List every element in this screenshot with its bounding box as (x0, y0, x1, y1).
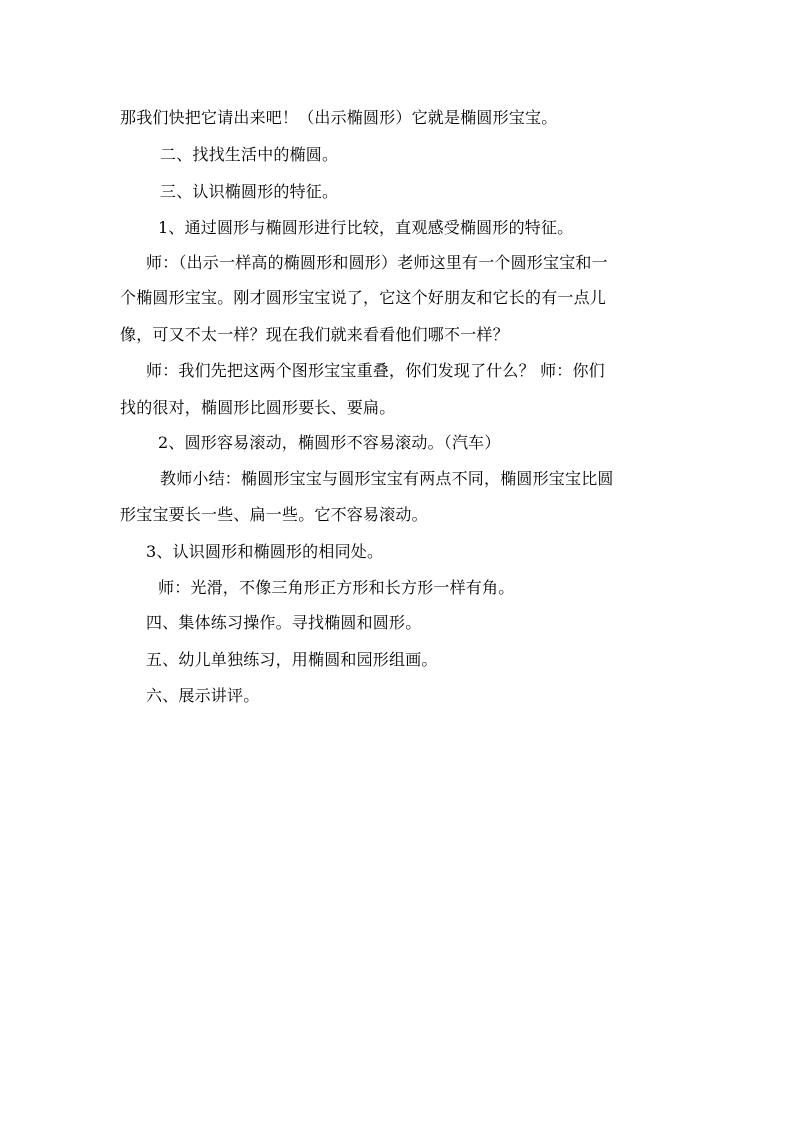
heading-section-5: 五、幼儿单独练习，用椭圆和园形组画。 (146, 650, 438, 669)
text-line-5: 师：（出示一样高的椭圆形和圆形）老师这里有一个圆形宝宝和一 (146, 253, 608, 272)
text-line-7: 像，可又不太一样？现在我们就来看看他们哪不一样？ (120, 325, 509, 344)
heading-section-6: 六、展示讲评。 (146, 686, 260, 705)
heading-section-3: 三、认识椭圆形的特征。 (160, 182, 339, 201)
text-line-10: 2、圆形容易滚动，椭圆形不容易滚动。（汽车） (158, 433, 501, 452)
text-line-14: 师：光滑，不像三角形正方形和长方形一样有角。 (158, 578, 515, 597)
text-line-13: 3、认识圆形和椭圆形的相同处。 (146, 542, 384, 561)
text-line-4: 1、通过圆形与椭圆形进行比较，直观感受椭圆形的特征。 (158, 218, 574, 237)
text-line-8: 师：我们先把这两个图形宝宝重叠，你们发现了什么？ 师：你们 (146, 361, 605, 380)
text-line-11: 教师小结：椭圆形宝宝与圆形宝宝有两点不同，椭圆形宝宝比圆 (160, 469, 614, 488)
heading-section-2: 二、找找生活中的椭圆。 (160, 145, 339, 164)
text-line-12: 形宝宝要长一些、扁一些。它不容易滚动。 (120, 505, 428, 524)
heading-section-4: 四、集体练习操作。寻找椭圆和圆形。 (146, 613, 422, 632)
text-line-9: 找的很对，椭圆形比圆形要长、要扁。 (120, 398, 396, 417)
text-line-1: 那我们快把它请出来吧！（出示椭圆形）它就是椭圆形宝宝。 (120, 108, 558, 127)
text-line-6: 个椭圆形宝宝。刚才圆形宝宝说了，它这个好朋友和它长的有一点儿 (120, 288, 607, 307)
